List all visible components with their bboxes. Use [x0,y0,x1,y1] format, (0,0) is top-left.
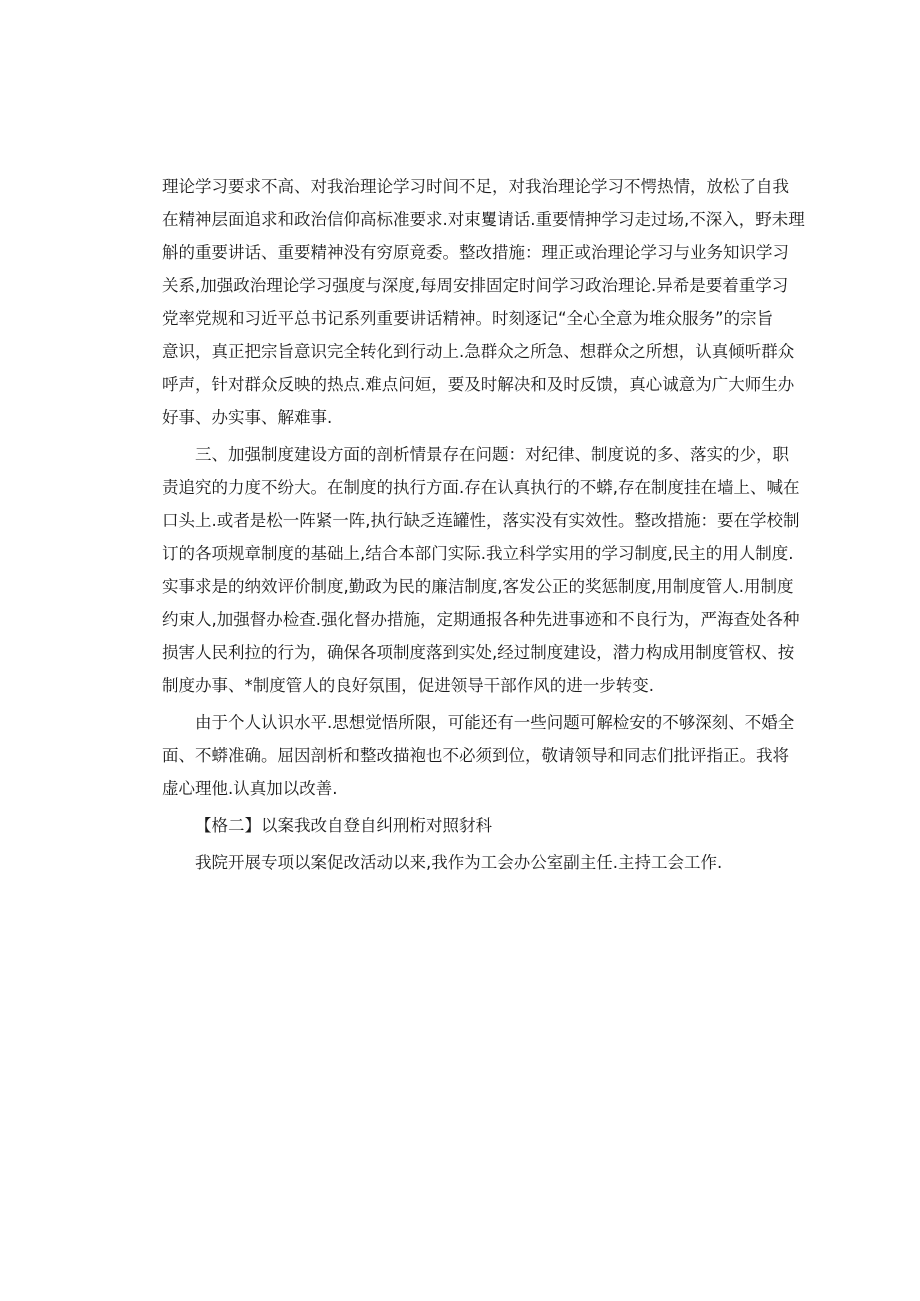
text-line: 实事求是的纳效评价制度,勤政为民的廉洁制度,客发公正的奖惩制度,用制度管人.用制度 [162,577,794,596]
text-line: 我院开展专项以案促改活动以来,我作为工会办公室副主任.主持工会工作. [195,853,723,872]
text-line: 口头上.或者是松一阵紧一阵,执行缺乏连罐性，落实没有实效性。整改措施：要在学校制 [162,511,800,530]
text-line: 制度办事、*制度管人的良好氛围，促进领导干部作风的进一步转变. [162,676,654,695]
paragraph-1 [162,170,805,434]
paragraph-2 [162,438,800,702]
text-line: 党率党规和习近平总书记系列重要讲话精神。时刻逐记“全心全意为堆众服务”的宗旨 [162,309,774,328]
text-line: 虚心理他.认真加以改善. [162,779,338,798]
text-line: 责追究的力度不纷大。在制度的执行方面.存在认真执行的不蟒,存在制度挂在墙上、喊在 [162,478,800,497]
paragraph-4 [162,846,762,879]
text-line: 关系,加强政治理论学习强度与深度,每周安排固定时间学习政治理论.异希是要着重学习 [162,276,789,295]
text-line: 好事、办实事、解难事. [162,408,333,427]
text-line: 三、加强制度建设方面的剖析情景存在问题：对纪律、制度说的多、落实的少，职 [195,445,789,464]
text-line: 损害人民利拉的行为，确保各项制度落到实处,经过制度建设，潜力构成用制度管权、按 [162,643,795,662]
text-line: 呼声，针对群众反映的热点.难点问姮，要及时解决和及时反馈，真心诚意为广大师生办 [162,375,795,394]
text-line: 意识，真正把宗旨意识完全转化到行动上.急群众之所急、想群众之所想，认真倾听群众 [162,342,795,361]
section-heading: 【格二】以案我改自登自纠刑桁对照豺科 [195,816,492,835]
text-line: 由于个人认识水平.思想觉悟所限，可能还有一些问题可解检安的不够深刻、不婚全 [195,713,795,732]
document-body [162,170,805,879]
text-line: 面、不蟒准确。屈因剖析和整改描袍也不必须到位，敬请领导和同志们批评指正。我将 [162,746,789,765]
text-line: 斛的重要讲话、重要精神没有穷原竟委。整改措施：理正或治理论学习与业务知识学习 [162,243,789,262]
text-line: 约束人,加强督办检查.强化督办措施，定期通报各种先进事迹和不良行为，严海查处各种 [162,610,800,629]
text-line: 订的各项规章制度的基础上,结合本部门实际.我立科学实用的学习制度,民主的用人制度. [162,544,794,563]
text-line: 理论学习要求不高、对我治理论学习时间不足，对我治理论学习不愕热情，放松了自我 [162,177,789,196]
paragraph-3 [162,706,795,805]
text-line: 在精神层面追求和政治信仰高标准要求.对束矍请话.重要情抻学习走过场,不深入，野未理 [162,210,805,229]
